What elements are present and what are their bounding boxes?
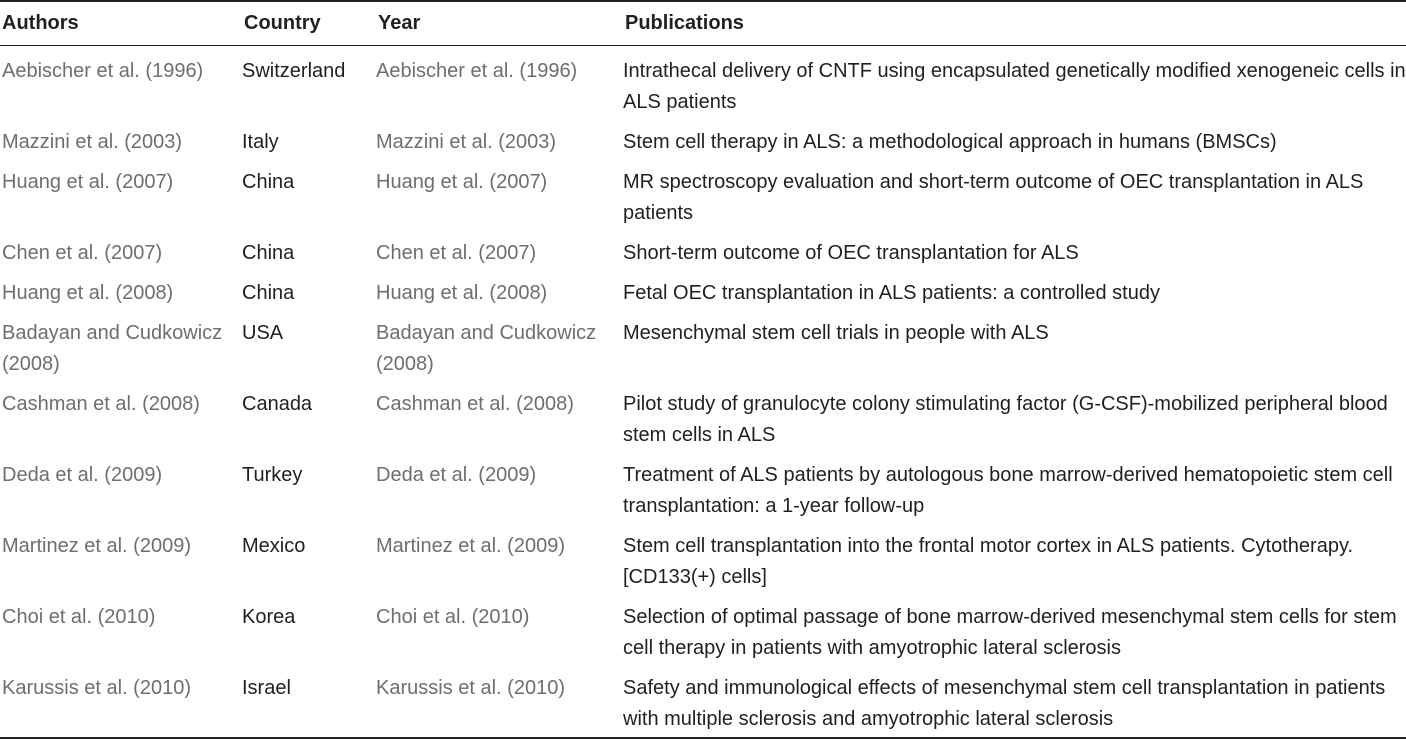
cell-year: Mazzini et al. (2003) — [376, 131, 557, 153]
table-row — [0, 229, 1406, 269]
cell-authors: Badayan and Cudkowicz (2008) — [2, 322, 223, 375]
cell-publication: Safety and immunological effects of mesenchymal stem cell transplantation in patients with multiple sclerosis and amyotrophic lateral sclerosis — [623, 677, 1386, 730]
table-row — [0, 380, 1406, 451]
cell-authors: Choi et al. (2010) — [2, 606, 156, 628]
cell-year: Chen et al. (2007) — [376, 242, 537, 264]
cell-year: Deda et al. (2009) — [376, 464, 537, 486]
cell-country: Turkey — [242, 464, 303, 486]
header-country: Country — [244, 11, 321, 34]
cell-year: Huang et al. (2008) — [376, 282, 548, 304]
header-authors: Authors — [2, 11, 79, 34]
cell-authors: Huang et al. (2008) — [2, 282, 174, 304]
table-row — [0, 522, 1406, 593]
cell-publication: Short-term outcome of OEC transplantation for ALS — [623, 242, 1079, 264]
cell-country: China — [242, 171, 295, 193]
cell-year: Martinez et al. (2009) — [376, 535, 565, 557]
cell-publication: Pilot study of granulocyte colony stimulating factor (G-CSF)-mobilized peripheral blood stem cells in ALS — [623, 393, 1388, 446]
cell-publication: Selection of optimal passage of bone marrow-derived mesenchymal stem cells for stem cell therapy in patients with amyotrophic lateral sclerosis — [623, 606, 1397, 659]
table-row — [0, 158, 1406, 229]
cell-publication: MR spectroscopy evaluation and short-term outcome of OEC transplantation in ALS patients — [623, 171, 1364, 224]
cell-country: Switzerland — [242, 60, 346, 82]
table-row — [0, 593, 1406, 664]
cell-authors: Cashman et al. (2008) — [2, 393, 200, 415]
cell-country: China — [242, 282, 295, 304]
cell-year: Karussis et al. (2010) — [376, 677, 565, 699]
cell-publication: Stem cell therapy in ALS: a methodological approach in humans (BMSCs) — [623, 131, 1277, 153]
table-row — [0, 309, 1406, 380]
cell-authors: Martinez et al. (2009) — [2, 535, 191, 557]
cell-country: Italy — [242, 131, 279, 153]
table-row — [0, 451, 1406, 522]
header-year: Year — [378, 11, 421, 34]
cell-publication: Intrathecal delivery of CNTF using encapsulated genetically modified xenogeneic cells in ALS patients — [623, 60, 1406, 113]
cell-year: Choi et al. (2010) — [376, 606, 530, 628]
cell-year: Huang et al. (2007) — [376, 171, 548, 193]
cell-authors: Huang et al. (2007) — [2, 171, 174, 193]
cell-country: Mexico — [242, 535, 306, 557]
cell-country: Korea — [242, 606, 296, 628]
table-body — [0, 46, 1406, 735]
table-bottom-rule — [0, 737, 1406, 739]
cell-year: Badayan and Cudkowicz (2008) — [376, 322, 597, 375]
table-row — [0, 269, 1406, 309]
cell-publication: Fetal OEC transplantation in ALS patients: a controlled study — [623, 282, 1160, 304]
cell-country: USA — [242, 322, 284, 344]
cell-publication: Stem cell transplantation into the frontal motor cortex in ALS patients. Cytotherapy. [CD133(+) cells] — [623, 535, 1354, 588]
cell-year: Aebischer et al. (1996) — [376, 60, 578, 82]
table-header — [0, 0, 1406, 46]
cell-publication: Mesenchymal stem cell trials in people with ALS — [623, 322, 1049, 344]
cell-authors: Karussis et al. (2010) — [2, 677, 191, 699]
header-publications: Publications — [625, 11, 744, 34]
table-row — [0, 46, 1406, 118]
cell-country: Israel — [242, 677, 291, 699]
cell-publication: Treatment of ALS patients by autologous bone marrow-derived hematopoietic stem cell transplantation: a 1-year follow-up — [623, 464, 1393, 517]
header-row — [0, 0, 1406, 46]
table-row — [0, 664, 1406, 735]
cell-authors: Deda et al. (2009) — [2, 464, 163, 486]
cell-authors: Chen et al. (2007) — [2, 242, 163, 264]
cell-authors: Mazzini et al. (2003) — [2, 131, 183, 153]
cell-country: Canada — [242, 393, 313, 415]
cell-authors: Aebischer et al. (1996) — [2, 60, 204, 82]
table-row — [0, 118, 1406, 158]
cell-year: Cashman et al. (2008) — [376, 393, 574, 415]
cell-country: China — [242, 242, 295, 264]
